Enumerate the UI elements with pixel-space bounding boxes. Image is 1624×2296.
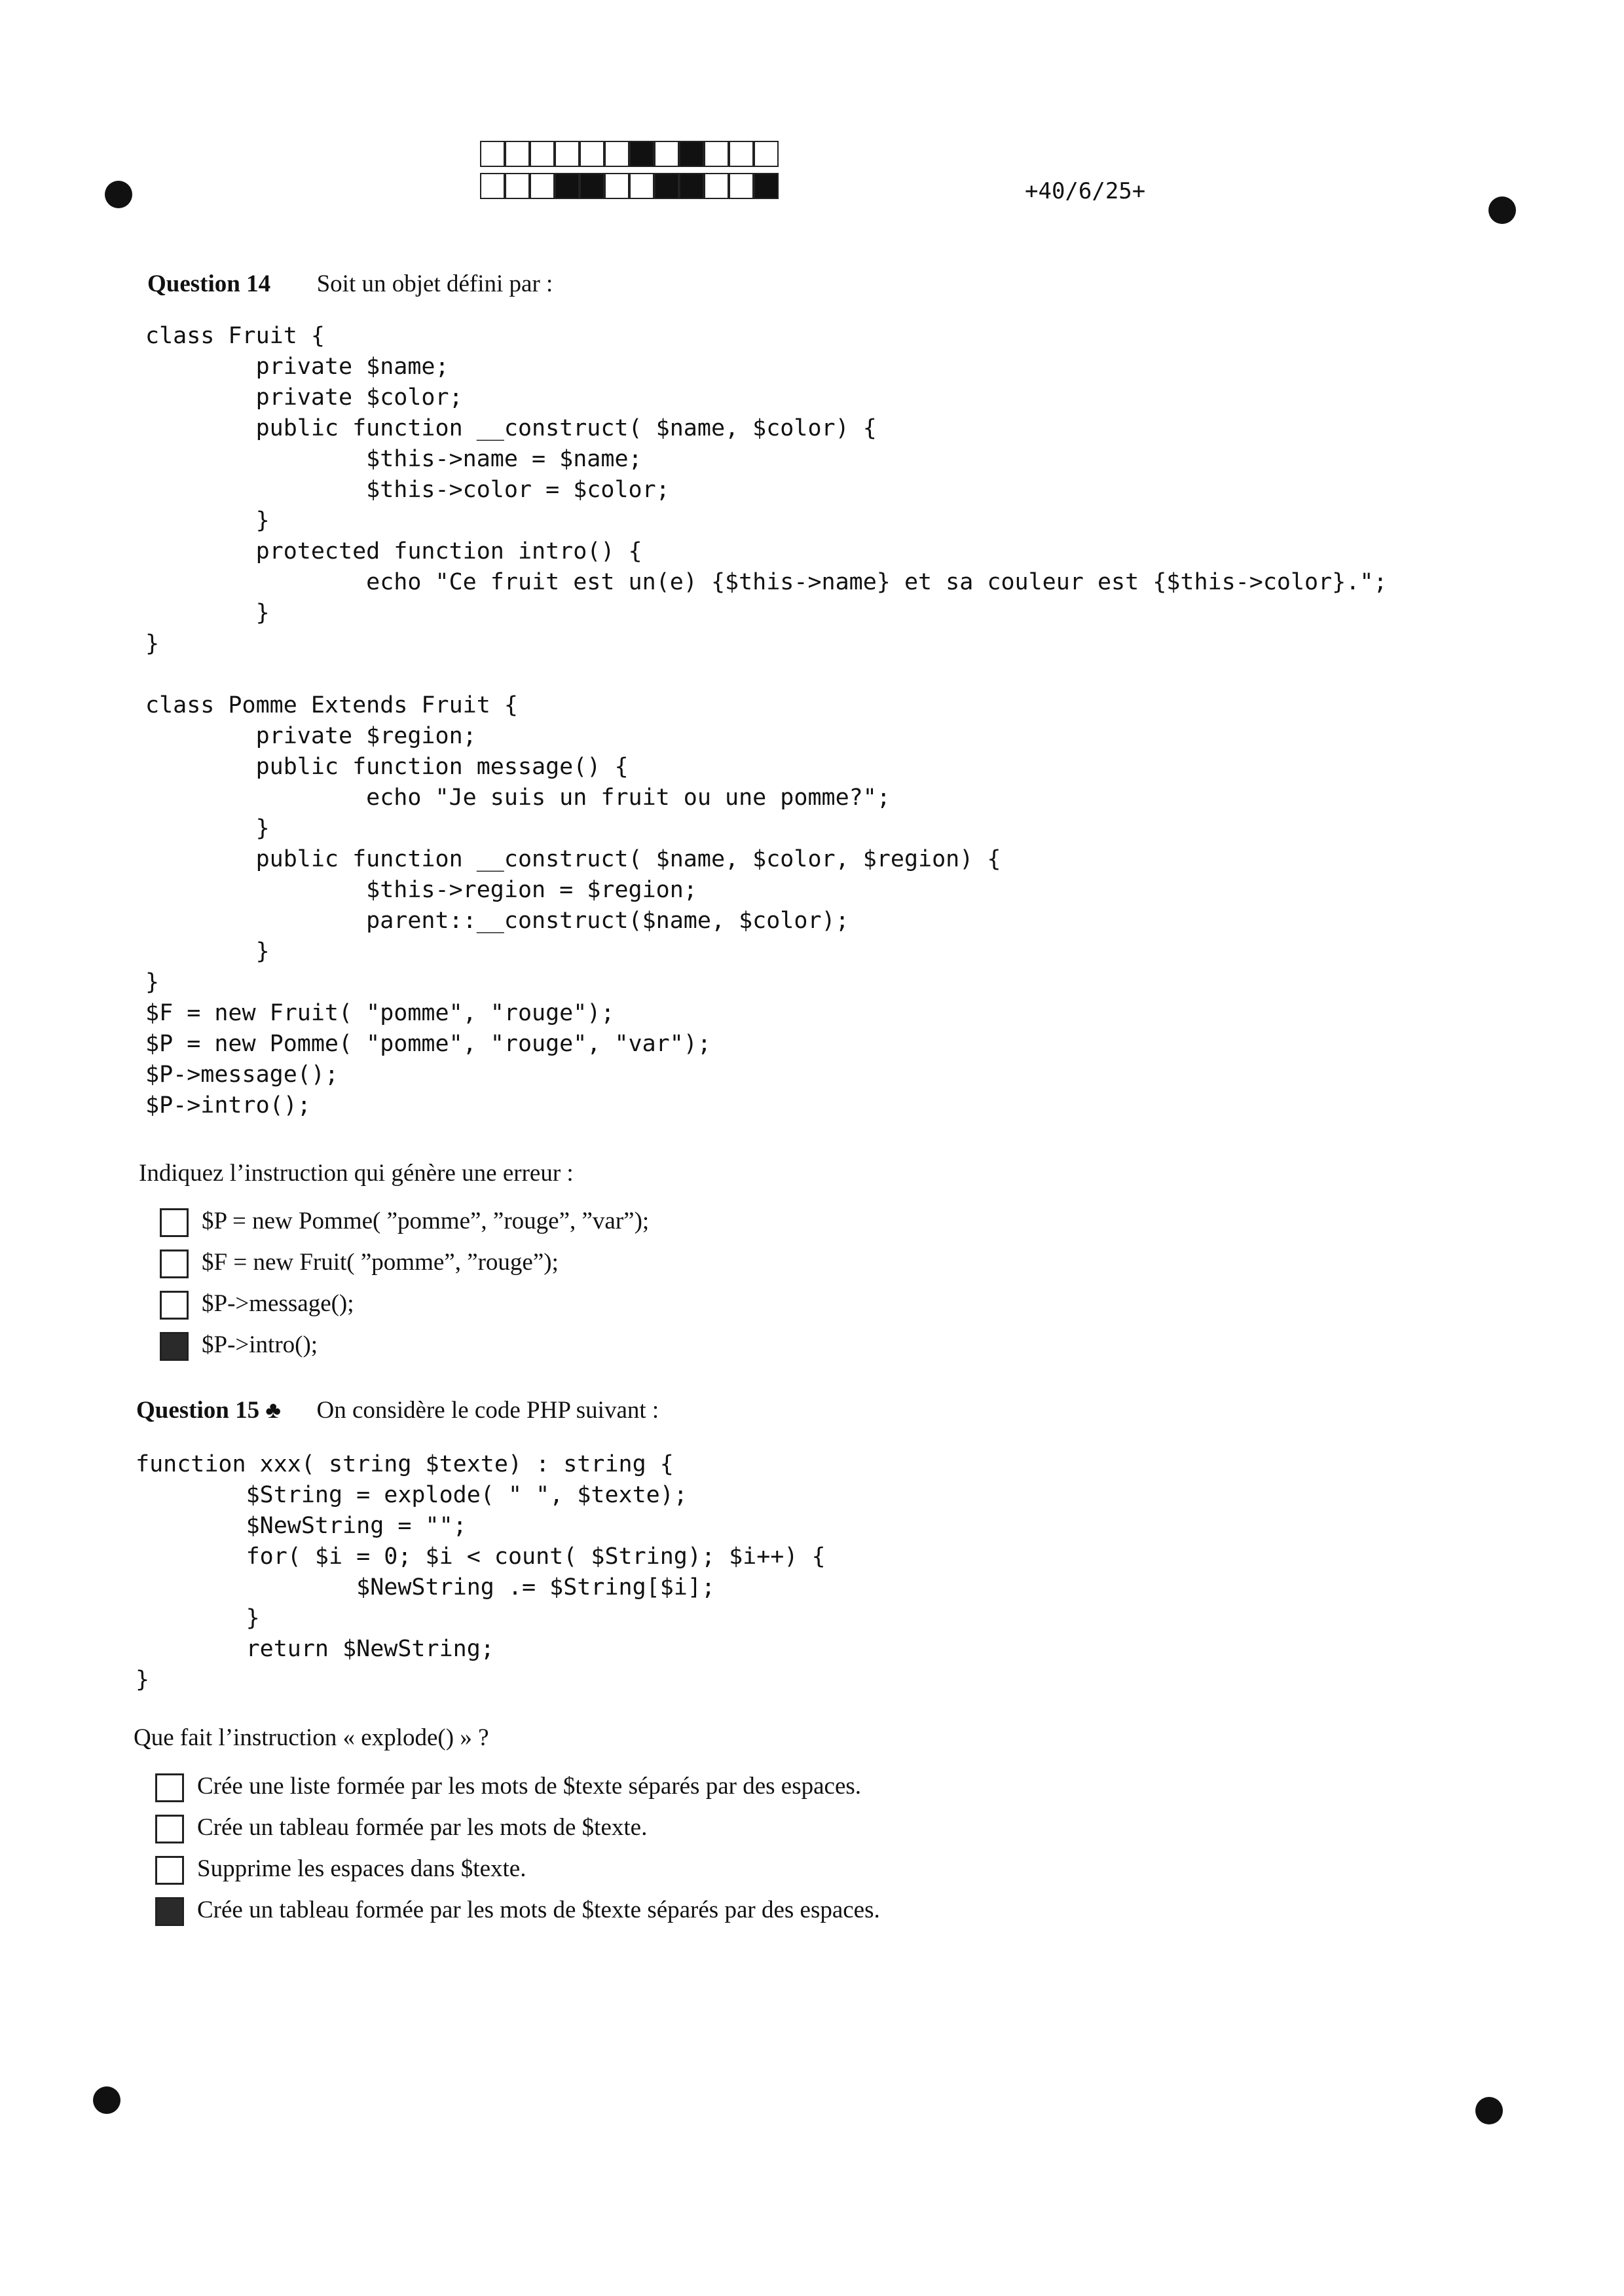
barcode-cell (729, 173, 754, 199)
code-line: private $region; (145, 723, 477, 749)
answer-checkbox[interactable] (160, 1208, 189, 1237)
club-icon: ♣ (265, 1397, 281, 1423)
code-line: parent::__construct($name, $color); (145, 908, 849, 934)
answer-checkbox[interactable] (155, 1815, 184, 1843)
code-line: $this->name = $name; (145, 446, 642, 472)
barcode-cell (580, 141, 604, 167)
barcode-cell (754, 173, 779, 199)
code-line: echo "Ce fruit est un(e) {$this->name} et sa couleur est {$this->color}."; (145, 569, 1388, 595)
question-14-intro: Soit un objet défini par : (316, 270, 553, 297)
answer-option-text: $P->intro(); (202, 1331, 318, 1358)
answer-checkbox[interactable] (155, 1897, 184, 1926)
answer-option-text: $P = new Pomme( ”pomme”, ”rouge”, ”var”); (202, 1208, 650, 1234)
barcode-cell (480, 173, 505, 199)
code-line: } (145, 508, 270, 534)
code-line: $String = explode( " ", $texte); (136, 1482, 688, 1508)
barcode-cell (629, 141, 654, 167)
code-line: $NewString .= $String[$i]; (136, 1574, 716, 1601)
answer-option-text: Crée un tableau formée par les mots de $texte. (197, 1814, 648, 1841)
code-line: for( $i = 0; $i < count( $String); $i++) { (136, 1544, 826, 1570)
barcode-row-1 (480, 141, 779, 167)
question-14-label: Question 14 (147, 270, 271, 297)
code-line: protected function intro() { (145, 538, 642, 565)
question-15-code (136, 1449, 826, 1695)
code-line (145, 659, 1387, 690)
code-line: } (145, 969, 160, 995)
barcode-cell (530, 173, 555, 199)
question-15-prompt: Que fait l’instruction « explode() » ? (134, 1724, 489, 1751)
code-line: public function message() { (145, 754, 629, 780)
barcode-cell (604, 141, 629, 167)
code-line: } (145, 631, 160, 657)
barcode-cell (654, 173, 679, 199)
answer-checkbox[interactable] (160, 1332, 189, 1361)
code-line: $P = new Pomme( "pomme", "rouge", "var"); (145, 1031, 711, 1057)
barcode-cell (754, 141, 779, 167)
barcode-cell (580, 173, 604, 199)
registration-mark-top-left (105, 181, 132, 208)
code-line: public function __construct( $name, $color, $region) { (145, 846, 1001, 872)
barcode-cell (604, 173, 629, 199)
code-line: class Pomme Extends Fruit { (145, 692, 518, 718)
page-id: +40/6/25+ (1025, 178, 1146, 204)
barcode-cell (654, 141, 679, 167)
answer-option-text: Crée une liste formée par les mots de $texte séparés par des espaces. (197, 1773, 862, 1800)
barcode-cell (679, 141, 704, 167)
answer-option-text: $F = new Fruit( ”pomme”, ”rouge”); (202, 1249, 559, 1276)
code-line: $this->color = $color; (145, 477, 670, 503)
answer-option-text: Crée un tableau formée par les mots de $texte séparés par des espaces. (197, 1897, 880, 1923)
code-line: } (136, 1605, 260, 1631)
code-line: } (145, 938, 270, 965)
code-line: $P->intro(); (145, 1092, 311, 1119)
code-line: $this->region = $region; (145, 877, 697, 903)
answer-option-text: $P->message(); (202, 1290, 354, 1317)
answer-checkbox[interactable] (160, 1291, 189, 1320)
barcode-cell (555, 173, 580, 199)
question-15-intro: On considère le code PHP suivant : (316, 1397, 659, 1424)
barcode-cell (729, 141, 754, 167)
code-line: $P->message(); (145, 1062, 339, 1088)
barcode-cell (505, 173, 530, 199)
registration-mark-bottom-right (1475, 2097, 1503, 2124)
question-14-header (147, 270, 553, 298)
code-line: public function __construct( $name, $color) { (145, 415, 877, 441)
code-line: return $NewString; (136, 1636, 494, 1662)
barcode-cell (704, 141, 729, 167)
registration-mark-bottom-left (93, 2086, 120, 2114)
code-line: $F = new Fruit( "pomme", "rouge"); (145, 1000, 615, 1026)
code-line: } (145, 815, 270, 842)
barcode-cell (505, 141, 530, 167)
code-line: } (145, 600, 270, 626)
answer-checkbox[interactable] (160, 1250, 189, 1278)
answer-checkbox[interactable] (155, 1856, 184, 1885)
question-14-code (145, 321, 1387, 1121)
question-15-label: Question 15 (136, 1397, 260, 1424)
barcode-cell (480, 141, 505, 167)
answer-checkbox[interactable] (155, 1773, 184, 1802)
barcode-cell (679, 173, 704, 199)
answer-option-text: Supprime les espaces dans $texte. (197, 1855, 526, 1882)
code-line: private $name; (145, 354, 449, 380)
question-15-header (136, 1396, 659, 1424)
code-line: $NewString = ""; (136, 1513, 467, 1539)
code-line: } (136, 1667, 150, 1693)
barcode-cell (704, 173, 729, 199)
question-14-prompt: Indiquez l’instruction qui génère une erreur : (139, 1160, 574, 1187)
barcode-cell (629, 173, 654, 199)
code-line: echo "Je suis un fruit ou une pomme?"; (145, 785, 891, 811)
barcode-cell (555, 141, 580, 167)
code-line: function xxx( string $texte) : string { (136, 1451, 674, 1477)
barcode-cell (530, 141, 555, 167)
registration-mark-top-right (1488, 196, 1516, 224)
barcode-row-2 (480, 173, 779, 199)
code-line: class Fruit { (145, 323, 325, 349)
code-line: private $color; (145, 384, 463, 411)
